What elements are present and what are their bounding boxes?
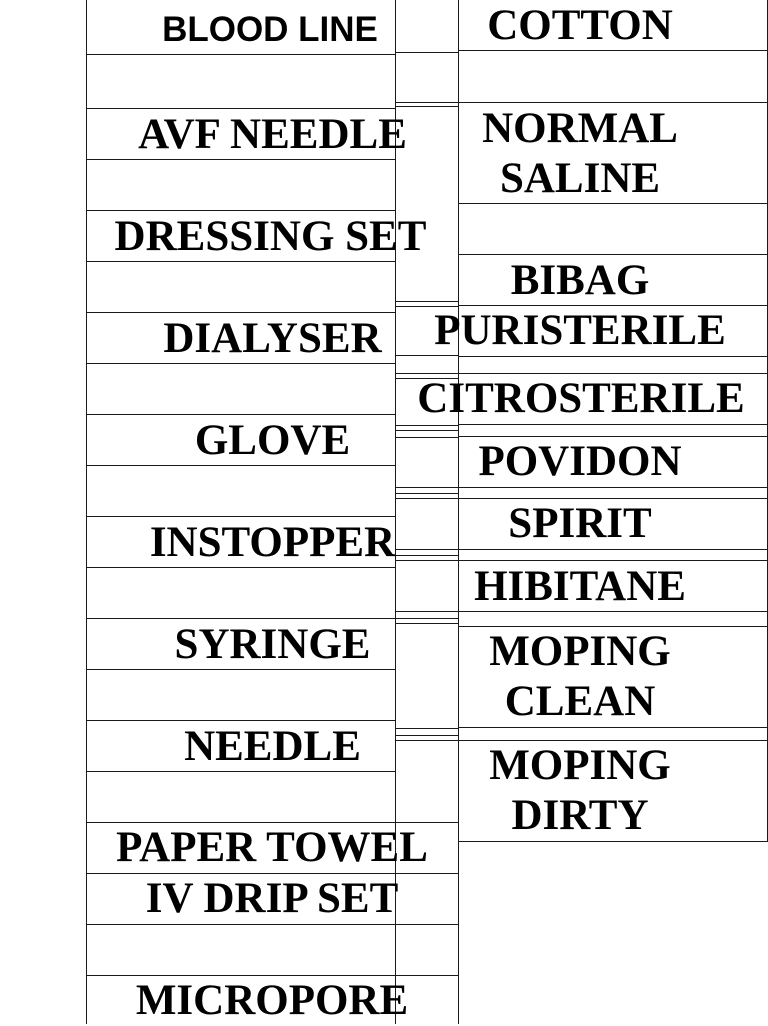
right-item-moping-dirty: MOPING DIRTY — [489, 742, 671, 839]
strip-divider — [395, 487, 458, 488]
row-divider — [458, 356, 768, 357]
strip-divider — [395, 52, 458, 53]
strip-divider — [395, 618, 458, 619]
right-item-povidon: POVIDON — [478, 438, 682, 485]
row-divider — [458, 841, 768, 842]
row-divider — [458, 254, 768, 255]
right-item-bibag: BIBAG — [510, 257, 650, 304]
row-divider — [86, 618, 396, 619]
left-item-avf-needle: AVF NEEDLE — [138, 111, 407, 158]
left-item-iv-drip-set: IV DRIP SET — [145, 875, 399, 922]
right-item-hibitane: HIBITANE — [474, 563, 686, 610]
row-divider — [86, 720, 396, 721]
left-item-micropore: MICROPORE — [135, 977, 409, 1024]
left-item-paper-towel: PAPER TOWEL — [116, 824, 428, 871]
left-item-dressing-set: DRESSING SET — [114, 213, 427, 260]
row-divider — [458, 549, 768, 550]
right-item-cotton: COTTON — [487, 2, 673, 49]
right-item-citrosterile: CITROSTERILE — [417, 375, 745, 422]
left-item-blood-line: BLOOD LINE — [162, 10, 378, 49]
row-divider — [458, 727, 768, 728]
left-item-instopper: INSTOPPER — [149, 519, 396, 566]
row-divider — [86, 108, 396, 109]
right-item-spirit: SPIRIT — [508, 500, 652, 547]
row-divider — [458, 102, 768, 103]
right-item-moping-clean: MOPING CLEAN — [489, 628, 671, 725]
strip-divider — [395, 102, 458, 103]
left-item-dialyser: DIALYSER — [163, 315, 382, 362]
left-item-glove: GLOVE — [194, 417, 351, 464]
right-item-puristerile: PURISTERILE — [434, 307, 726, 354]
right-item-normal-saline: NORMAL SALINE — [482, 105, 678, 202]
strip-divider — [395, 493, 458, 494]
row-divider — [458, 560, 768, 561]
row-divider — [458, 487, 768, 488]
row-divider — [458, 424, 768, 425]
row-divider — [86, 924, 458, 925]
left-item-needle: NEEDLE — [184, 723, 361, 770]
row-divider — [86, 312, 396, 313]
row-divider — [86, 210, 396, 211]
left-item-syringe: SYRINGE — [174, 621, 371, 668]
row-divider — [86, 516, 396, 517]
row-divider — [86, 414, 396, 415]
